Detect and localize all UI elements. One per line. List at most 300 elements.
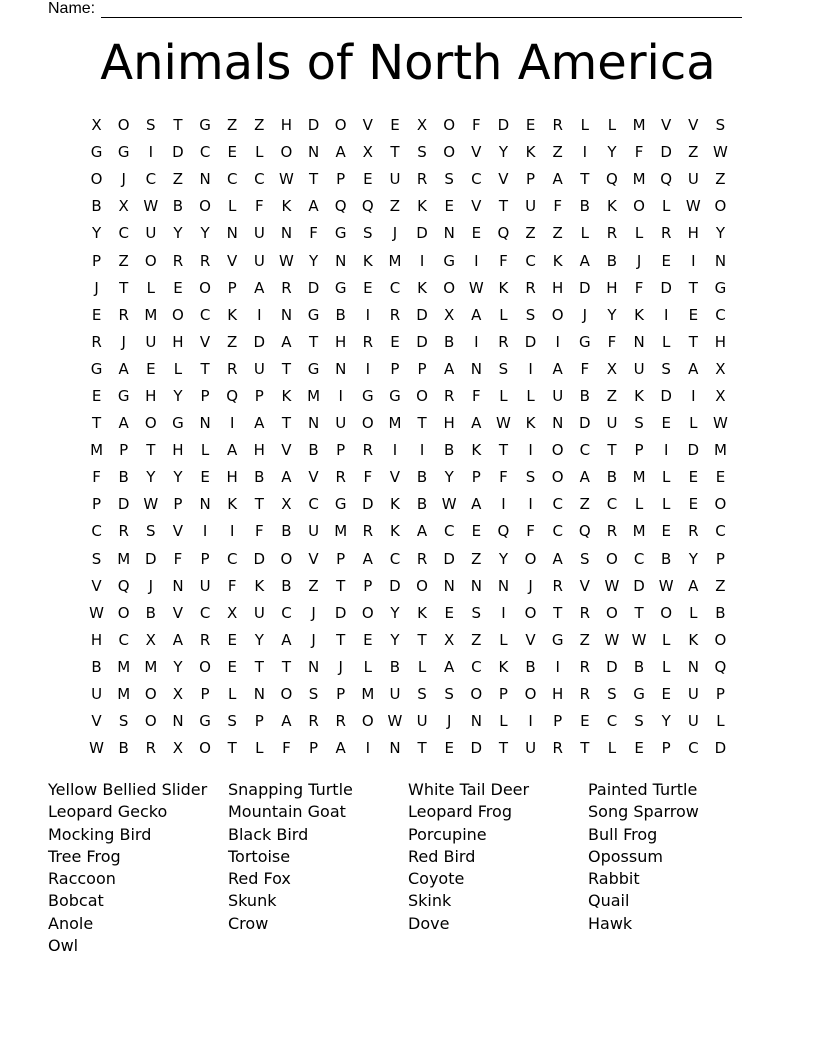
grid-letter: C xyxy=(552,495,563,514)
grid-letter: T xyxy=(200,359,210,378)
grid-letter: E xyxy=(444,739,454,758)
grid-row xyxy=(83,275,734,302)
grid-letter: H xyxy=(606,278,618,297)
grid-letter: J xyxy=(446,712,452,731)
grid-letter: W xyxy=(713,414,728,433)
grid-letter: N xyxy=(687,657,699,676)
grid-letter: E xyxy=(471,522,482,541)
grid-letter: Z xyxy=(471,549,482,568)
grid-letter: Y xyxy=(308,251,319,270)
word-list-item: Mocking Bird xyxy=(48,824,152,844)
grid-letter: X xyxy=(145,630,156,649)
grid-letter: R xyxy=(118,305,129,324)
grid-letter: L xyxy=(662,332,671,351)
grid-letter: N xyxy=(470,576,482,595)
grid-letter: U xyxy=(145,224,157,243)
grid-letter: O xyxy=(443,278,456,297)
grid-letter: T xyxy=(498,441,509,460)
grid-row xyxy=(83,166,734,193)
grid-letter: C xyxy=(552,522,563,541)
grid-letter: E xyxy=(580,712,590,731)
grid-letter: I xyxy=(257,305,262,324)
grid-letter: Y xyxy=(173,386,183,405)
word-list-item: Quail xyxy=(588,891,630,911)
grid-letter: H xyxy=(280,116,293,135)
name-field[interactable] xyxy=(48,0,742,18)
grid-letter: M xyxy=(117,657,131,676)
grid-letter: V xyxy=(172,603,184,622)
grid-letter: M xyxy=(90,441,104,460)
grid-letter: T xyxy=(281,657,292,676)
grid-letter: R xyxy=(606,224,618,243)
grid-letter: G xyxy=(389,386,401,405)
grid-letter: I xyxy=(501,603,506,622)
grid-letter: W xyxy=(89,603,104,622)
grid-letter: B xyxy=(91,197,102,216)
grid-letter: E xyxy=(715,468,726,487)
word-list-item: Red Fox xyxy=(228,869,291,889)
grid-letter: A xyxy=(444,657,455,676)
grid-letter: L xyxy=(662,630,671,649)
grid-letter: G xyxy=(199,116,211,135)
grid-letter: M xyxy=(334,522,348,541)
grid-letter: N xyxy=(389,739,401,758)
grid-letter: O xyxy=(280,143,293,162)
grid-letter: X xyxy=(362,143,373,162)
grid-letter: Y xyxy=(173,468,183,487)
grid-letter: U xyxy=(253,359,265,378)
grid-letter: V xyxy=(362,116,373,135)
grid-letter: D xyxy=(443,549,455,568)
word-list-item: Crow xyxy=(228,913,269,933)
word-list-item: Raccoon xyxy=(48,869,116,889)
grid-letter: J xyxy=(338,657,343,676)
grid-letter: I xyxy=(528,359,533,378)
grid-letter: K xyxy=(281,197,292,216)
grid-letter: H xyxy=(145,386,157,405)
grid-letter: R xyxy=(416,170,428,189)
grid-letter: X xyxy=(444,630,455,649)
grid-letter: E xyxy=(634,739,644,758)
grid-letter: P xyxy=(119,441,129,460)
grid-letter: H xyxy=(335,332,347,351)
grid-letter: G xyxy=(117,143,130,162)
grid-letter: J xyxy=(121,170,126,189)
grid-letter: C xyxy=(525,251,536,270)
grid-letter: B xyxy=(661,549,672,568)
grid-letter: C xyxy=(118,630,129,649)
grid-letter: I xyxy=(501,495,506,514)
grid-letter: H xyxy=(552,278,564,297)
word-list-item: Tortoise xyxy=(228,846,291,866)
grid-letter: U xyxy=(253,251,265,270)
word-list-item: Black Bird xyxy=(228,824,309,844)
grid-letter: O xyxy=(199,197,211,216)
grid-letter: C xyxy=(715,522,726,541)
grid-letter: S xyxy=(661,359,671,378)
grid-letter: R xyxy=(416,549,428,568)
grid-letter: T xyxy=(580,739,590,758)
grid-letter: X xyxy=(91,116,102,135)
grid-letter: O xyxy=(90,170,103,189)
grid-letter: G xyxy=(307,359,320,378)
grid-letter: A xyxy=(281,468,292,487)
grid-letter: D xyxy=(307,278,320,297)
grid-letter: B xyxy=(335,305,346,324)
grid-letter: K xyxy=(607,197,617,216)
grid-letter: Z xyxy=(172,170,184,189)
grid-letter: R xyxy=(579,603,591,622)
grid-letter: J xyxy=(311,603,316,622)
grid-letter: O xyxy=(361,712,374,731)
word-list-item: Snapping Turtle xyxy=(228,780,353,799)
grid-letter: D xyxy=(117,495,130,514)
grid-letter: H xyxy=(443,414,455,433)
word-list-item: Leopard Gecko xyxy=(48,802,168,822)
grid-letter: R xyxy=(362,441,374,460)
grid-letter: G xyxy=(172,414,184,433)
grid-letter: T xyxy=(173,116,183,135)
grid-letter: H xyxy=(172,441,184,460)
grid-letter: G xyxy=(199,712,211,731)
grid-letter: B xyxy=(389,657,401,676)
grid-letter: O xyxy=(199,657,211,676)
grid-letter: U xyxy=(525,197,537,216)
grid-letter: O xyxy=(606,549,618,568)
grid-row xyxy=(83,546,734,573)
grid-letter: P xyxy=(471,468,481,487)
grid-letter: I xyxy=(419,441,425,460)
grid-letter: R xyxy=(688,522,699,541)
grid-letter: C xyxy=(606,495,618,514)
grid-letter: I xyxy=(528,441,533,460)
grid-letter: P xyxy=(715,549,725,568)
grid-letter: D xyxy=(714,739,727,758)
grid-letter: M xyxy=(144,657,158,676)
grid-letter: N xyxy=(199,170,211,189)
grid-letter: X xyxy=(227,603,238,622)
grid-letter: E xyxy=(525,116,536,135)
grid-letter: D xyxy=(660,278,672,297)
grid-letter: K xyxy=(498,657,509,676)
grid-letter: T xyxy=(146,441,156,460)
grid-letter: M xyxy=(632,170,646,189)
grid-letter: O xyxy=(551,305,564,324)
grid-letter: R xyxy=(579,685,591,704)
grid-letter: L xyxy=(689,603,698,622)
grid-letter: C xyxy=(579,441,591,460)
grid-letter: N xyxy=(199,495,211,514)
word-list-item: Dove xyxy=(408,913,450,933)
grid-letter: T xyxy=(119,278,129,297)
grid-letter: Q xyxy=(117,576,130,595)
grid-letter: N xyxy=(253,685,265,704)
grid-letter: A xyxy=(552,170,563,189)
grid-letter: R xyxy=(172,251,184,270)
grid-letter: U xyxy=(552,386,564,405)
grid-letter: C xyxy=(443,522,455,541)
grid-letter: O xyxy=(199,278,211,297)
grid-letter: M xyxy=(632,522,646,541)
word-list-item: Tree Frog xyxy=(48,846,121,866)
grid-letter: S xyxy=(580,549,590,568)
grid-letter: J xyxy=(582,305,588,324)
letter-grid xyxy=(83,112,734,762)
grid-letter: Q xyxy=(660,170,673,189)
grid-letter: E xyxy=(146,359,156,378)
grid-letter: S xyxy=(417,143,427,162)
grid-row xyxy=(83,139,734,166)
grid-letter: H xyxy=(226,468,238,487)
grid-letter: V xyxy=(172,522,184,541)
grid-letter: L xyxy=(146,278,155,297)
grid-letter: B xyxy=(525,657,536,676)
grid-letter: C xyxy=(226,549,238,568)
grid-letter: I xyxy=(229,522,235,541)
grid-letter: S xyxy=(498,359,509,378)
grid-letter: S xyxy=(91,549,102,568)
grid-letter: U xyxy=(91,685,103,704)
grid-letter: W xyxy=(143,495,159,514)
grid-letter: A xyxy=(254,278,265,297)
grid-letter: P xyxy=(336,170,346,189)
grid-row xyxy=(83,573,734,600)
grid-letter: I xyxy=(392,441,398,460)
grid-letter: E xyxy=(91,386,102,405)
grid-letter: H xyxy=(172,332,184,351)
grid-letter: L xyxy=(228,197,237,216)
grid-letter: C xyxy=(606,712,618,731)
grid-row xyxy=(83,383,734,410)
word-list xyxy=(48,779,768,957)
grid-letter: V xyxy=(579,576,590,595)
grid-letter: D xyxy=(334,603,347,622)
grid-letter: T xyxy=(336,630,346,649)
grid-letter: M xyxy=(388,414,402,433)
grid-letter: U xyxy=(389,170,401,189)
grid-letter: U xyxy=(606,414,618,433)
grid-letter: D xyxy=(660,386,672,405)
grid-letter: Z xyxy=(308,576,319,595)
grid-letter: G xyxy=(579,332,591,351)
grid-letter: H xyxy=(90,630,103,649)
grid-letter: T xyxy=(634,603,644,622)
grid-letter: B xyxy=(444,332,455,351)
grid-letter: G xyxy=(117,386,130,405)
name-label: Name: xyxy=(48,0,96,17)
grid-letter: T xyxy=(553,603,563,622)
grid-letter: Y xyxy=(498,549,509,568)
grid-letter: G xyxy=(334,495,347,514)
grid-letter: Y xyxy=(715,224,726,243)
grid-letter: I xyxy=(419,251,425,270)
grid-letter: K xyxy=(498,278,509,297)
grid-letter: F xyxy=(363,468,373,487)
grid-letter: P xyxy=(498,685,508,704)
grid-letter: K xyxy=(362,251,373,270)
grid-letter: L xyxy=(716,712,725,731)
grid-letter: Y xyxy=(173,224,183,243)
grid-letter: B xyxy=(633,657,645,676)
grid-letter: C xyxy=(471,657,482,676)
grid-letter: J xyxy=(636,251,642,270)
grid-letter: Z xyxy=(227,116,238,135)
word-list-item: Hawk xyxy=(588,913,633,933)
grid-letter: L xyxy=(255,739,264,758)
grid-letter: E xyxy=(227,143,237,162)
grid-letter: U xyxy=(253,603,265,622)
grid-letter: R xyxy=(606,522,618,541)
grid-letter: E xyxy=(200,468,210,487)
word-list-item: White Tail Deer xyxy=(408,780,530,799)
grid-letter: M xyxy=(361,685,375,704)
word-list-item: Mountain Goat xyxy=(228,802,346,822)
word-list-item: Bull Frog xyxy=(588,824,658,844)
grid-letter: A xyxy=(471,305,482,324)
grid-letter: D xyxy=(253,332,266,351)
grid-letter: Y xyxy=(200,224,210,243)
grid-letter: C xyxy=(199,305,211,324)
grid-letter: F xyxy=(471,386,481,405)
grid-letter: Q xyxy=(497,224,510,243)
grid-letter: O xyxy=(117,116,130,135)
grid-letter: N xyxy=(172,576,184,595)
grid-letter: U xyxy=(199,576,211,595)
grid-letter: B xyxy=(91,657,102,676)
grid-row xyxy=(83,491,734,518)
grid-letter: C xyxy=(226,170,238,189)
grid-letter: E xyxy=(471,224,482,243)
grid-letter: A xyxy=(552,549,563,568)
grid-letter: O xyxy=(144,712,157,731)
grid-letter: D xyxy=(145,549,157,568)
grid-letter: D xyxy=(524,332,537,351)
grid-letter: P xyxy=(363,576,373,595)
grid-letter: P xyxy=(336,441,346,460)
grid-row xyxy=(83,302,734,329)
grid-letter: B xyxy=(606,251,618,270)
grid-letter: E xyxy=(227,630,237,649)
grid-letter: P xyxy=(715,685,725,704)
grid-letter: U xyxy=(335,414,347,433)
grid-row xyxy=(83,112,734,139)
grid-letter: O xyxy=(551,468,564,487)
grid-letter: W xyxy=(89,739,104,758)
grid-letter: C xyxy=(633,549,645,568)
grid-letter: D xyxy=(389,576,401,595)
grid-letter: D xyxy=(172,143,184,162)
grid-letter: O xyxy=(443,116,456,135)
grid-letter: Z xyxy=(389,197,401,216)
grid-letter: U xyxy=(525,739,537,758)
grid-letter: R xyxy=(362,522,374,541)
grid-letter: Z xyxy=(715,170,726,189)
grid-letter: M xyxy=(632,468,646,487)
grid-letter: A xyxy=(335,143,346,162)
grid-letter: A xyxy=(579,251,590,270)
grid-letter: A xyxy=(416,522,428,541)
grid-letter: T xyxy=(254,657,264,676)
grid-letter: D xyxy=(416,305,428,324)
grid-letter: O xyxy=(524,685,537,704)
grid-row xyxy=(83,437,734,464)
grid-letter: D xyxy=(687,441,700,460)
word-list-item: Bobcat xyxy=(48,891,104,911)
grid-letter: N xyxy=(226,224,238,243)
grid-letter: Q xyxy=(578,522,591,541)
grid-letter: K xyxy=(227,305,238,324)
grid-row xyxy=(83,220,734,247)
grid-letter: G xyxy=(362,386,374,405)
grid-letter: W xyxy=(685,197,701,216)
grid-letter: N xyxy=(470,359,482,378)
grid-letter: W xyxy=(279,170,294,189)
grid-letter: L xyxy=(228,685,237,704)
grid-letter: Y xyxy=(607,143,617,162)
grid-letter: H xyxy=(552,685,564,704)
grid-letter: T xyxy=(688,332,698,351)
grid-letter: T xyxy=(308,170,319,189)
grid-letter: X xyxy=(118,197,129,216)
grid-letter: F xyxy=(499,251,508,270)
grid-letter: Y xyxy=(498,143,509,162)
grid-letter: T xyxy=(308,332,319,351)
grid-letter: P xyxy=(200,549,210,568)
grid-letter: T xyxy=(91,414,102,433)
grid-letter: N xyxy=(172,712,184,731)
grid-row xyxy=(83,329,734,356)
grid-letter: L xyxy=(200,441,210,460)
grid-letter: F xyxy=(553,197,562,216)
grid-letter: E xyxy=(661,685,671,704)
grid-letter: U xyxy=(253,224,265,243)
grid-letter: Y xyxy=(661,712,671,731)
grid-letter: M xyxy=(117,685,131,704)
grid-letter: C xyxy=(688,739,699,758)
grid-letter: Q xyxy=(361,197,374,216)
grid-letter: B xyxy=(444,441,455,460)
grid-letter: T xyxy=(688,278,698,297)
grid-letter: O xyxy=(117,603,130,622)
grid-row xyxy=(83,735,734,762)
word-list-item: Skink xyxy=(408,891,452,911)
grid-letter: S xyxy=(444,685,454,704)
grid-letter: S xyxy=(525,468,536,487)
grid-letter: J xyxy=(94,278,99,297)
grid-letter: I xyxy=(474,251,479,270)
grid-letter: A xyxy=(552,359,563,378)
grid-letter: J xyxy=(148,576,154,595)
grid-letter: L xyxy=(499,712,508,731)
grid-letter: R xyxy=(91,332,102,351)
grid-letter: Z xyxy=(552,143,563,162)
grid-letter: P xyxy=(254,712,264,731)
grid-letter: C xyxy=(199,603,211,622)
grid-row xyxy=(83,681,734,708)
word-list-item: Song Sparrow xyxy=(588,802,699,822)
grid-letter: V xyxy=(308,549,319,568)
grid-letter: G xyxy=(443,251,455,270)
grid-letter: O xyxy=(714,630,727,649)
grid-letter: B xyxy=(254,468,265,487)
word-list-item: Yellow Bellied Slider xyxy=(48,780,208,799)
grid-letter: I xyxy=(229,414,235,433)
grid-letter: L xyxy=(662,197,671,216)
grid-letter: O xyxy=(714,197,727,216)
grid-letter: P xyxy=(553,712,563,731)
name-underline[interactable] xyxy=(101,3,742,18)
grid-letter: E xyxy=(363,630,373,649)
